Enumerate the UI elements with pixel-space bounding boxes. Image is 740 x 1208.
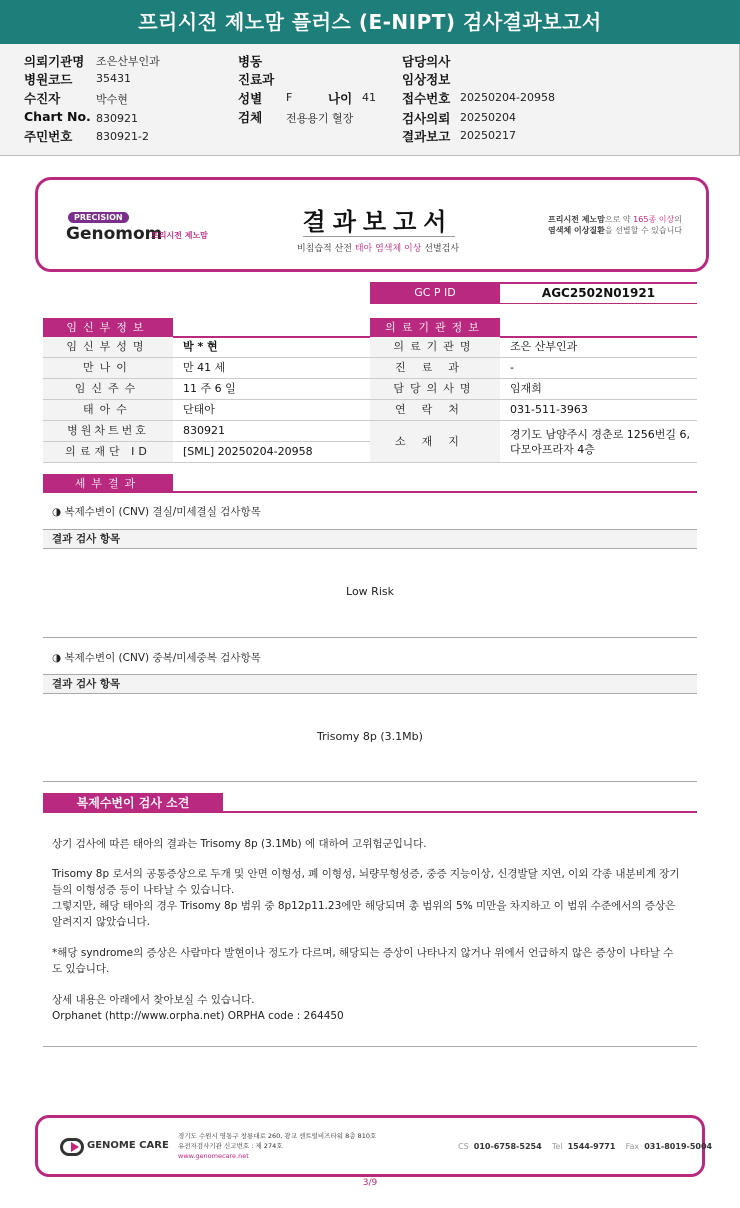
footer-banner — [35, 1115, 713, 1177]
opinion-summary: 상기 검사에 따른 태아의 결과는 Trisomy 8p (3.1Mb) 에 대하여 고위험군입니다. — [52, 838, 427, 850]
brand-banner — [35, 177, 709, 272]
genome-care-arrow-icon — [71, 1142, 79, 1152]
doctor-label: 담당의사 — [402, 54, 451, 69]
pregnant-info-tab: 임신부정보 — [43, 318, 173, 337]
chart-value: 830921 — [96, 112, 138, 125]
resident-label: 주민번호 — [24, 129, 73, 144]
hospital-row: 진료과 - — [370, 358, 697, 379]
sex-label: 성별 — [238, 91, 263, 106]
cnv-duplication-result: Trisomy 8p (3.1Mb) — [317, 730, 423, 743]
collector-label: 수진자 — [24, 91, 61, 106]
heading-divider — [303, 236, 455, 237]
pregnant-row: 만나이 만 41 세 — [43, 358, 370, 379]
opinion-note: *해당 syndrome의 증상은 사람마다 발현이나 정도가 다르며, 해당되는 증상이 나타나지 않거나 위에서 언급하지 않은 증상이 나타날 수 도 있습니다. — [52, 947, 674, 975]
location-value: 경기도 남양주시 경춘로 1256번길 6, 다모아프라자 4층 — [510, 428, 690, 456]
opinion-reference: 상세 내용은 아래에서 찾아보실 수 있습니다. Orphanet (http://www.orpha.net) ORPHA code : 264450 — [52, 994, 344, 1022]
gcp-id-label: GC P ID — [370, 282, 500, 304]
footer-address: 경기도 수원시 영통구 창룡대로 260, 광교 센트럴비즈타워 8층 810호 유전자검사기관 신고번호 : 제 274호 www.genomecare.net — [178, 1132, 377, 1160]
collector-value: 박수현 — [96, 93, 128, 106]
receipt-value: 20250204-20958 — [460, 91, 555, 104]
cnv-opinion-line — [223, 811, 697, 813]
pregnant-row: 의료재단 ID [SML] 20250204-20958 — [43, 442, 370, 463]
cnv-deletion-label: ◑ 복제수변이 (CNV) 결실/미세결실 검사항목 — [52, 506, 261, 518]
cnv-deletion-result: Low Risk — [346, 585, 394, 598]
footer-contacts: CS 010-6758-5254 Tel 1544-9771 Fax 031-8019-5004 — [458, 1142, 713, 1151]
age-label: 나이 — [328, 91, 353, 106]
chart-label: Chart No. — [24, 109, 91, 124]
gcp-id-value: AGC2502N01921 — [500, 282, 697, 304]
clinical-label: 임상정보 — [402, 72, 451, 87]
result-report-label: 결과보고 — [402, 129, 451, 144]
sex-value: F — [286, 91, 293, 104]
opinion-symptoms: Trisomy 8p 로서의 공통증상으로 두개 및 안면 이형성, 폐 이형성, 뇌량무형성증, 중증 지능이상, 신경발달 지연, 이외 각종 내분비계 장기 들의 이형성증 등이 나타날 수 있습니다. 그렇지만, 해당 태아의 경우 Trisomy 8p 범위 중 8p12p11.23에만 해당되며 총 범위의 5% 미만을 차지하고 이 범위 수준에서의 증상은 알려지지 않았습니다. — [52, 868, 680, 928]
resident-value: 830921-2 — [96, 130, 149, 143]
pregnant-row: 태아수 단태아 — [43, 400, 370, 421]
pregnant-row: 임신부성명 박 * 현 — [43, 337, 370, 358]
genomom-subtitle: 프리시전 제노맘 — [151, 231, 208, 240]
specimen-value: 전용용기 혈장 — [286, 112, 354, 125]
detail-results-line — [173, 491, 697, 493]
hospital-code-label: 병원코드 — [24, 72, 73, 87]
cnv-opinion-tab: 복제수변이 검사 소견 — [43, 793, 223, 813]
pregnant-row: 병원차트번호 830921 — [43, 421, 370, 442]
hospital-info-tab: 의료기관정보 — [370, 318, 500, 337]
genome-care-name: GENOME CARE — [87, 1140, 169, 1151]
result-report-heading: 결과보고서 — [302, 207, 454, 236]
cnv-duplication-header: 결과 검사 항목 — [43, 674, 697, 694]
receipt-label: 접수번호 — [402, 91, 451, 106]
genomom-logo: Genomom — [66, 224, 163, 244]
hospital-row: 연락처 031-511-3963 — [370, 400, 697, 421]
precision-badge: PRECISION — [68, 212, 129, 223]
institution-label: 의뢰기관명 — [24, 54, 85, 69]
hospital-row: 의료기관명 조은 산부인과 — [370, 337, 697, 358]
pregnant-row: 임신주수 11 주 6 일 — [43, 379, 370, 400]
result-report-value: 20250217 — [460, 129, 516, 142]
cnv-duplication-label: ◑ 복제수변이 (CNV) 중복/미세중복 검사항목 — [52, 652, 261, 664]
request-label: 검사의뢰 — [402, 111, 451, 126]
dept-label: 진료과 — [238, 72, 275, 87]
age-value: 41 — [362, 91, 376, 104]
brand-tagline: 프리시전 제노맘으로 약 165종 이상의 염색체 이상질환을 선별할 수 있습니다 — [548, 215, 683, 235]
cnv-duplication-bottom-line — [43, 781, 697, 782]
hospital-code-value: 35431 — [96, 72, 131, 85]
ward-label: 병동 — [238, 54, 263, 69]
report-title: 프리시전 제노맘 플러스 (E-NIPT) 검사결과보고서 — [0, 0, 740, 44]
content-end-line — [43, 1046, 697, 1047]
cnv-deletion-header: 결과 검사 항목 — [43, 529, 697, 549]
cnv-deletion-bottom-line — [43, 637, 697, 638]
hospital-location-row: 소재지 경기도 남양주시 경춘로 1256번길 6, 다모아프라자 4층 — [370, 421, 697, 463]
specimen-label: 검체 — [238, 110, 263, 125]
request-value: 20250204 — [460, 111, 516, 124]
detail-results-tab: 세부결과 — [43, 474, 173, 493]
hospital-row: 담당의사명 임재희 — [370, 379, 697, 400]
footer-website: www.genomecare.net — [178, 1152, 249, 1160]
page-number: 3/9 — [362, 1178, 378, 1188]
heading-subtitle: 비침습적 산전 태아 염색체 이상 선별검사 — [296, 244, 460, 254]
institution-value: 조은산부인과 — [96, 55, 160, 68]
patient-header — [0, 44, 740, 156]
